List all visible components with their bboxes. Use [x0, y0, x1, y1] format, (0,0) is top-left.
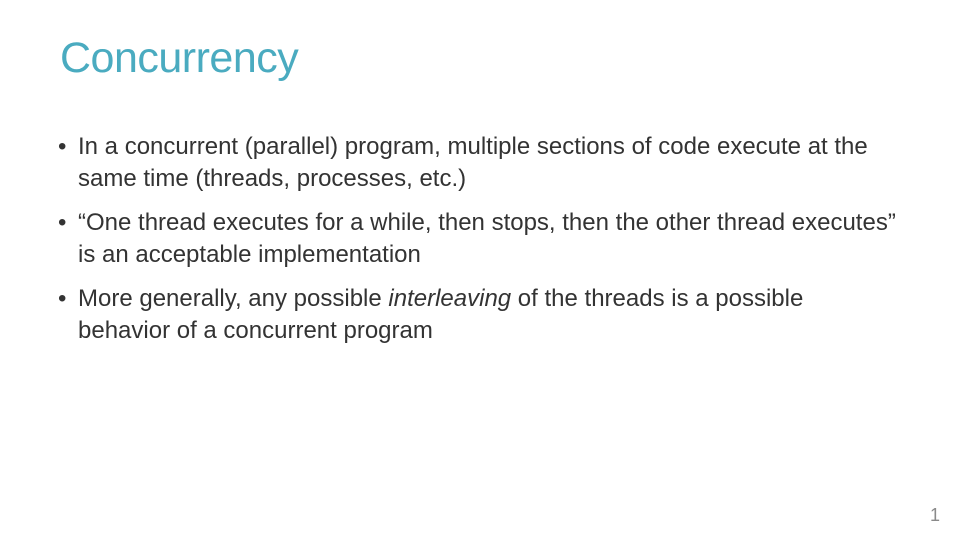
slide-title: Concurrency: [60, 34, 299, 82]
bullet-text: In a concurrent (parallel) program, multiple sections of code execute at the same time (threads, processes, etc.): [78, 133, 868, 192]
bullet-text: “One thread executes for a while, then stops, then the other thread executes” is an acceptable implementation: [78, 209, 896, 268]
bullet-text-after: of the threads is a possible behavior of a concurrent program: [78, 285, 804, 344]
bullet-text-before: More generally, any possible: [78, 285, 389, 312]
bullet-emphasis: interleaving: [388, 285, 512, 312]
bullet-item: [58, 283, 898, 347]
bullet-marker: •: [58, 209, 67, 236]
bullet-list: [58, 131, 898, 359]
bullet-item: [58, 131, 898, 195]
bullet-marker: •: [58, 133, 67, 160]
bullet-marker: •: [58, 285, 67, 312]
page-number: 1: [929, 505, 940, 525]
bullet-item: [58, 207, 898, 271]
